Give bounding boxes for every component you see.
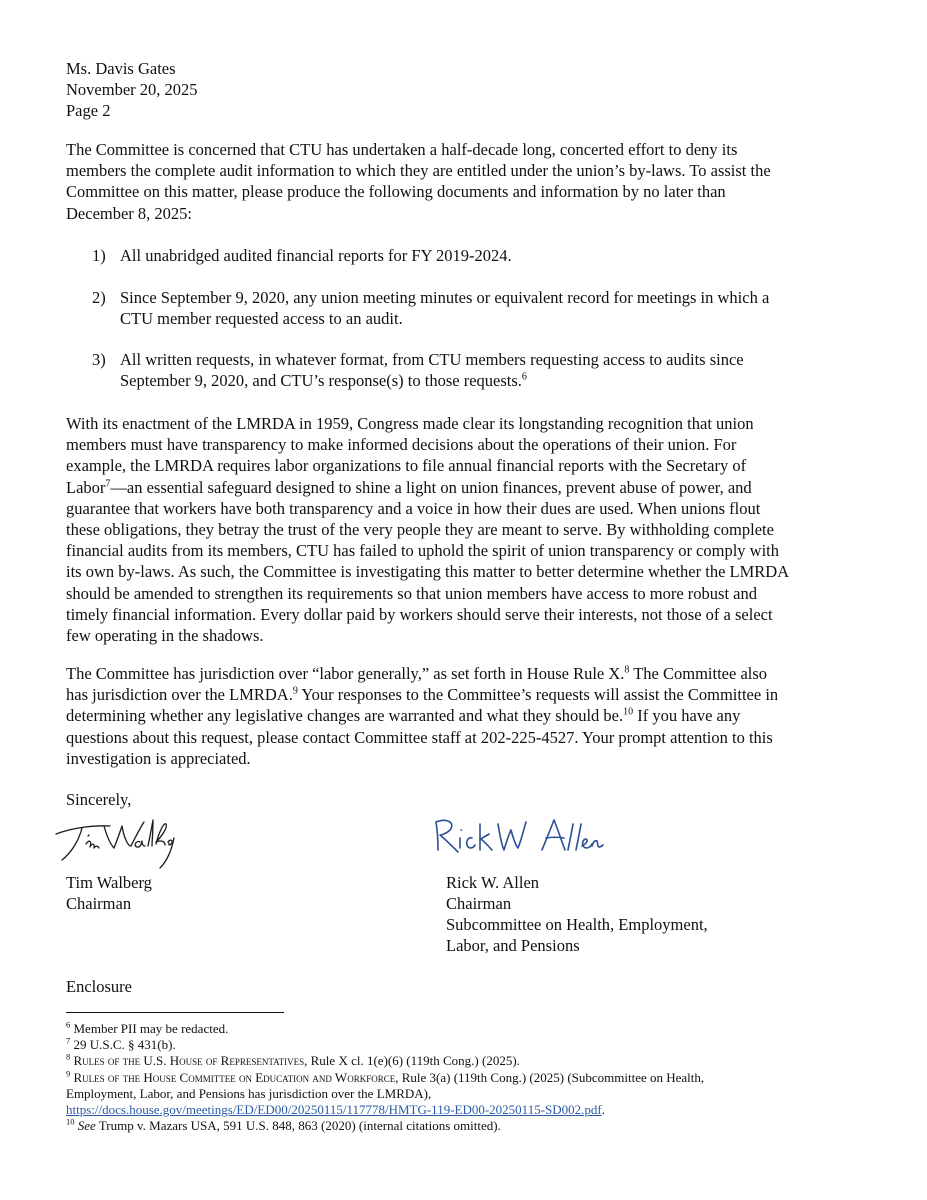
body-line: its own by-laws. As such, the Committee is investigating this matter to better determine whether the LMRDA	[66, 562, 790, 582]
signer-2-subcommittee: Labor, and Pensions	[446, 936, 580, 955]
footnote-text: Member PII may be redacted.	[70, 1021, 229, 1036]
request-number: 3)	[92, 350, 106, 369]
signer-2-name: Rick W. Allen	[446, 873, 540, 892]
intro-line: December 8, 2025:	[66, 203, 192, 223]
body-line: should be amended to strengthen its requirements so that union members have access to more robust and	[66, 583, 757, 603]
footnotes	[66, 1021, 896, 1134]
signer-1-block	[66, 872, 152, 914]
footnote-citation-title: Rules of the House Committee on Education and Workforce	[70, 1069, 396, 1085]
footnote-9-link-line	[66, 1102, 896, 1118]
footnote-number: 10	[66, 1116, 75, 1127]
footnote-divider	[66, 1012, 284, 1013]
footnote-ref-9[interactable]: 9	[292, 685, 298, 697]
body-text: Your responses to the Committee’s requests will assist the Committee in	[297, 685, 779, 705]
body-text: determining whether any legislative changes are warranted and what they should be.	[66, 706, 624, 726]
footnote-text: 29 U.S.C. § 431(b).	[70, 1037, 176, 1053]
body-text: Labor	[66, 477, 106, 497]
footnote-ref-10[interactable]: 10	[623, 706, 634, 718]
footnote-8	[66, 1053, 896, 1069]
footnote-9	[66, 1070, 896, 1086]
footnote-text: Trump v. Mazars USA, 591 U.S. 848, 863 (2020) (internal citations omitted).	[95, 1118, 501, 1134]
request-text: All unabridged audited financial reports for FY 2019-2024.	[120, 246, 512, 265]
body-text: The Committee also	[629, 664, 768, 683]
footnote-signal: See	[77, 1118, 96, 1134]
enclosure-note: Enclosure	[66, 977, 132, 996]
request-number: 1)	[92, 246, 106, 265]
footnote-10	[66, 1118, 896, 1134]
body-line: financial audits from its members, CTU has failed to uphold the spirit of union transparency or comply with	[66, 541, 780, 561]
request-text: September 9, 2020, and CTU’s response(s) to those requests.	[120, 371, 522, 391]
body-line: timely financial information. Every dollar paid by workers should serve their interests, not those of a select	[66, 604, 773, 624]
body-line	[66, 477, 866, 498]
footnote-number: 9	[66, 1068, 71, 1079]
body-line	[66, 663, 866, 684]
footnote-number: 6	[66, 1019, 71, 1030]
jurisdiction-paragraph	[66, 663, 866, 769]
signer-2-subcommittee: Subcommittee on Health, Employment,	[446, 915, 708, 934]
footnote-text: , Rule 3(a) (119th Cong.) (2025) (Subcommittee on Health,	[395, 1069, 705, 1085]
body-line: With its enactment of the LMRDA in 1959, Congress made clear its longstanding recognition that union	[66, 414, 754, 433]
body-line: these obligations, they betray the trust of the very people they are meant to serve. By withholding complete	[66, 520, 774, 540]
footnote-ref-6[interactable]: 6	[521, 371, 527, 383]
body-text: —an essential safeguard designed to shine a light on union finances, prevent abuse of power, and	[110, 477, 752, 497]
footnote-ref-8[interactable]: 8	[624, 664, 630, 676]
signer-2-block	[446, 872, 708, 956]
lmrda-paragraph	[66, 413, 866, 646]
footnote-9-continued: Employment, Labor, and Pensions has jurisdiction over the LMRDA),	[66, 1085, 432, 1101]
signer-1-title: Chairman	[66, 894, 132, 913]
body-text: has jurisdiction over the LMRDA.	[66, 685, 293, 705]
walberg-signature-image	[52, 812, 177, 874]
request-text: All written requests, in whatever format, from CTU members requesting access to audits since	[120, 350, 744, 369]
page-number: Page 2	[66, 101, 111, 120]
body-text: If you have any	[633, 706, 741, 726]
body-text: The Committee has jurisdiction over “labor generally,” as set forth in House Rule X.	[66, 664, 625, 683]
body-line	[66, 684, 866, 705]
signer-1-name: Tim Walberg	[66, 873, 152, 892]
footnote-ref-7[interactable]: 7	[105, 478, 111, 490]
body-line: investigation is appreciated.	[66, 748, 251, 768]
intro-line: members the complete audit information to which they are entitled under the union’s by-laws. To assist the	[66, 161, 771, 181]
intro-line: The Committee is concerned that CTU has undertaken a half-decade long, concerted effort to deny its	[66, 140, 738, 159]
body-line: example, the LMRDA requires labor organizations to file annual financial reports with the Secretary of	[66, 456, 747, 476]
footnote-number: 8	[66, 1052, 71, 1063]
allen-signature-image	[432, 816, 604, 858]
footnote-6	[66, 1021, 896, 1037]
footnote-citation-title: Rules of the U.S. House of Representatives	[70, 1053, 305, 1069]
body-line	[66, 705, 866, 726]
request-text: Since September 9, 2020, any union meeting minutes or equivalent record for meetings in which a	[120, 288, 770, 307]
footnote-text: , Rule X cl. 1(e)(6) (119th Cong.) (2025).	[304, 1053, 520, 1069]
request-text: CTU member requested access to an audit.	[120, 309, 403, 329]
intro-paragraph	[66, 139, 866, 224]
footnote-number: 7	[66, 1035, 71, 1046]
footnote-text: .	[601, 1102, 605, 1118]
recipient-name: Ms. Davis Gates	[66, 59, 176, 78]
intro-line: Committee on this matter, please produce the following documents and information by no later than	[66, 182, 726, 202]
salutation: Sincerely,	[66, 790, 132, 809]
footnote-url-link[interactable]: https://docs.house.gov/meetings/ED/ED00/20250115/117778/HMTG-119-ED00-20250115-SD002.pdf	[66, 1102, 602, 1118]
body-line: members must have transparency to make informed decisions about the operations of their union. For	[66, 435, 737, 455]
letter-date: November 20, 2025	[66, 80, 198, 99]
request-number: 2)	[92, 288, 106, 307]
footnote-7	[66, 1037, 896, 1053]
body-line: questions about this request, please contact Committee staff at 202-225-4527. Your prompt attention to this	[66, 727, 773, 747]
body-line: guarantee that workers have both transparency and a voice in how their dues are used. When unions flout	[66, 498, 761, 518]
letter-header	[66, 58, 198, 121]
body-line: few operating in the shadows.	[66, 626, 264, 646]
signer-2-title: Chairman	[446, 894, 512, 913]
